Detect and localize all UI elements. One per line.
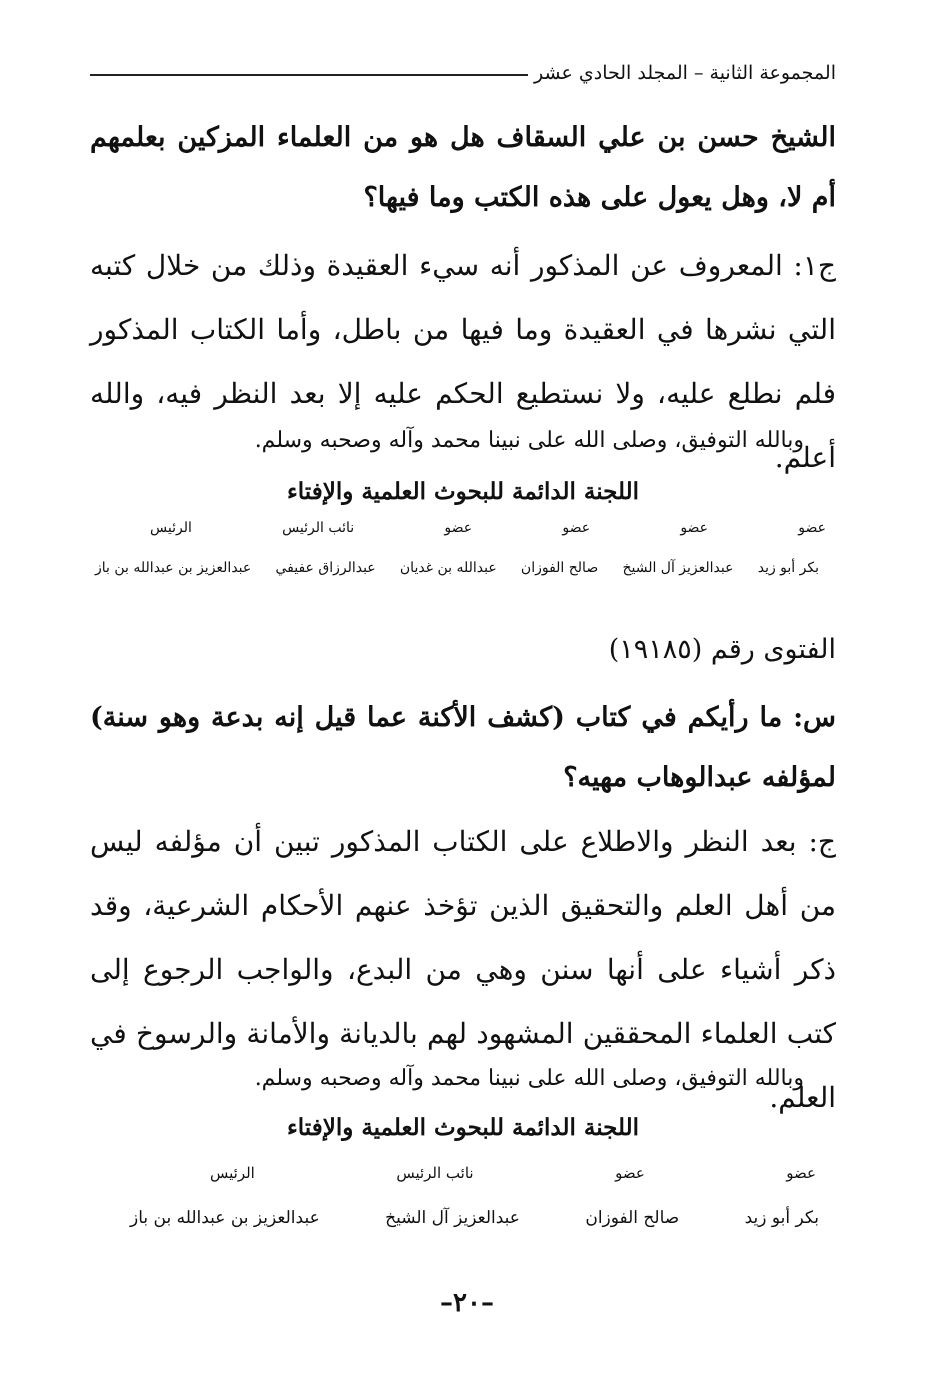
signatory-title: عضو (444, 520, 473, 536)
signatory-name: عبدالعزيز بن عبدالله بن باز (130, 1208, 320, 1228)
signatory-title: عضو (680, 520, 709, 536)
fatwa2-signatory-names (130, 1208, 819, 1228)
fatwa2-question: س: ما رأيكم في كتاب (كشف الأكنة عما قيل إنه بدعة وهو سنة) لمؤلفه عبدالوهاب مهيه؟ (90, 702, 836, 793)
signatory-name: عبدالله بن غديان (399, 560, 497, 576)
fatwa2-number: الفتوى رقم (١٩١٨٥) (608, 634, 836, 665)
fatwa2-committee: اللجنة الدائمة للبحوث العلمية والإفتاء (286, 1114, 640, 1141)
signatory-title: نائب الرئيس (396, 1164, 474, 1182)
fatwa2-answer: ج: بعد النظر والاطلاع على الكتاب المذكور تبين أن مؤلفه ليس من أهل العلم والتحقيق الذين تؤخذ عنهم الأحكام الشرعية، وقد ذكر أشياء على أنها سنن وهي من البدع، والواجب الرجوع إلى كتب العلماء المحققين المشهود لهم بالديانة والأمانة والرسوخ في العلم. (90, 825, 837, 1114)
fatwa1-committee: اللجنة الدائمة للبحوث العلمية والإفتاء (286, 478, 640, 505)
signatory-name: بكر أبو زيد (744, 1208, 819, 1228)
signatory-name: عبدالعزيز بن عبدالله بن باز (95, 560, 252, 576)
signatory-title: عضو (562, 520, 591, 536)
signatory-name: عبدالرزاق عفيفي (275, 560, 376, 576)
header-rule (90, 74, 528, 76)
signatory-name: بكر أبو زيد (757, 560, 819, 576)
fatwa2-closing: وبالله التوفيق، وصلى الله على نبينا محمد وآله وصحبه وسلم. (254, 1066, 804, 1091)
signatory-name: صالح الفوزان (520, 560, 599, 576)
fatwa1-answer: ج١: المعروف عن المذكور أنه سيء العقيدة وذلك من خلال كتبه التي نشرها في العقيدة وما فيها من باطل، وأما الكتاب المذكور فلم نطلع عليه، ولا نستطيع الحكم عليه إلا بعد النظر فيه، والله أعلم. (90, 249, 836, 474)
fatwa1-closing: وبالله التوفيق، وصلى الله على نبينا محمد وآله وصحبه وسلم. (254, 428, 804, 453)
signatory-title: عضو (615, 1164, 645, 1182)
fatwa1-signatory-titles (150, 520, 826, 536)
signatory-title: نائب الرئيس (282, 520, 355, 536)
signatory-title: عضو (786, 1164, 816, 1182)
fatwa1-question: الشيخ حسن بن علي السقاف هل هو من العلماء المزكين بعلمهم أم لا، وهل يعول على هذه الكتب وما فيها؟ (90, 122, 836, 213)
fatwa2-signatory-titles (210, 1164, 816, 1182)
signatory-name: عبدالعزيز آل الشيخ (622, 560, 734, 576)
signatory-title: عضو (798, 520, 826, 536)
signatory-title: الرئيس (150, 520, 192, 536)
signatory-title: الرئيس (210, 1164, 255, 1182)
running-title: المجموعة الثانية – المجلد الحادي عشر (534, 62, 836, 84)
running-header (90, 62, 836, 84)
signatory-name: عبدالعزيز آل الشيخ (385, 1208, 520, 1228)
page-number: –٢٠– (440, 1288, 494, 1318)
signatory-name: صالح الفوزان (585, 1208, 680, 1228)
fatwa1-signatory-names (95, 560, 819, 576)
